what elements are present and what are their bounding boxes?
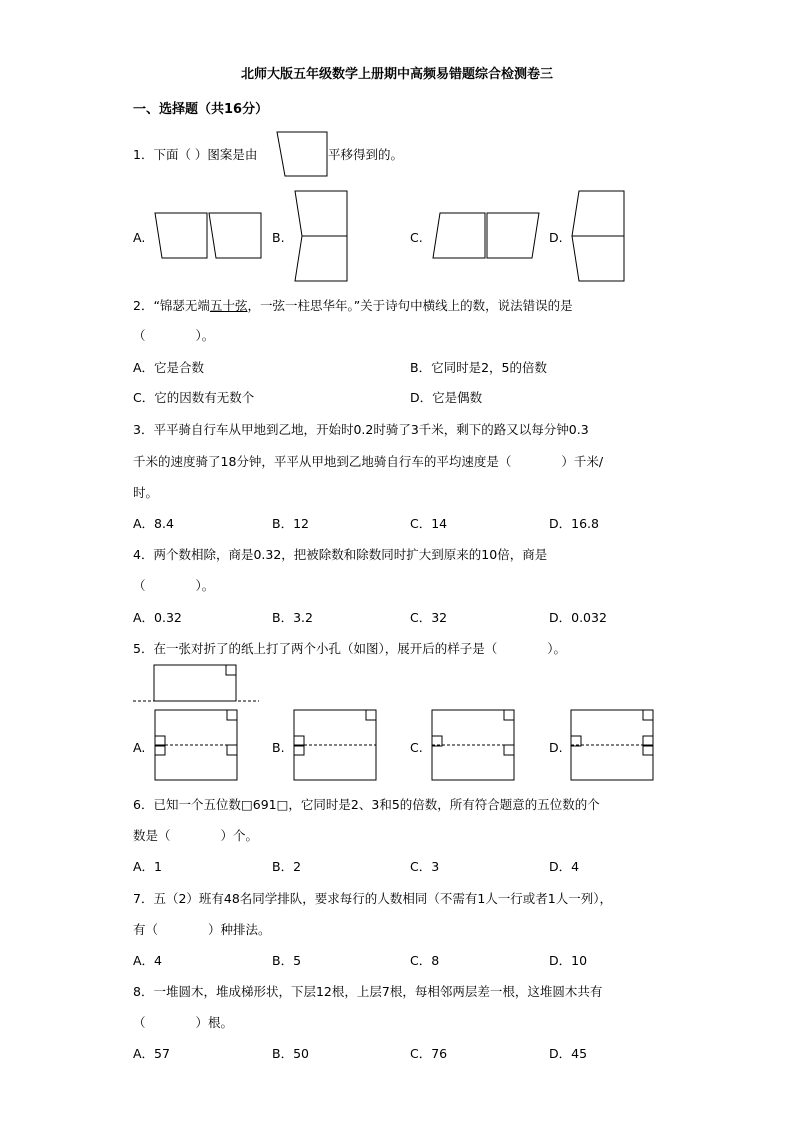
question-text: 在一张对折了的纸上打了两个小孔（如图），展开后的样子是（ ）。 (153, 641, 566, 656)
option-a-figure[interactable] (154, 212, 264, 260)
option-c[interactable]: C．它的因数有无数个 (133, 390, 255, 405)
question-number: 4． (133, 547, 154, 562)
option-c[interactable]: C．8 (410, 953, 440, 968)
option-d-figure[interactable] (571, 190, 627, 284)
question-text: 平移得到的。 (328, 147, 404, 162)
option-c[interactable]: C．32 (410, 610, 448, 625)
question-number: 2． (133, 298, 154, 313)
option-c-figure[interactable] (432, 212, 542, 260)
option-c[interactable]: C．76 (410, 1046, 448, 1061)
option-a-unfolded-figure[interactable] (154, 709, 240, 783)
option-d-unfolded-figure[interactable] (570, 709, 656, 783)
question-text: 已知一个五位数□691□，它同时是2、3和5的倍数，所有符合题意的五位数的个 (153, 797, 600, 812)
option-a[interactable]: A．它是合数 (133, 360, 205, 375)
answer-blank[interactable]: （ ）。 (133, 328, 215, 343)
option-d[interactable]: D．45 (549, 1046, 588, 1061)
question-number: 7． (133, 891, 154, 906)
option-d[interactable]: D．10 (549, 953, 588, 968)
option-b[interactable]: B．3.2 (272, 610, 313, 625)
option-b-label[interactable]: B. (272, 740, 285, 755)
option-c-label[interactable]: C. (410, 230, 423, 245)
question-text: 一堆圆木，堆成梯形状，下层12根，上层7根，每相邻两层差一根，这堆圆木共有 (153, 984, 603, 999)
option-b-figure[interactable] (294, 190, 350, 284)
underlined-number: 五十弦 (209, 298, 248, 313)
option-c-unfolded-figure[interactable] (431, 709, 517, 783)
option-d-label[interactable]: D. (549, 740, 563, 755)
question-number: 6． (133, 797, 154, 812)
option-b[interactable]: B．12 (272, 516, 309, 531)
option-b[interactable]: B．它同时是2，5的倍数 (410, 360, 547, 375)
question-2 (133, 298, 573, 314)
question-number: 3． (133, 422, 154, 437)
question-6 (133, 797, 600, 813)
question-text: “锦瑟无端 (153, 298, 210, 313)
answer-blank[interactable]: （ ）根。 (133, 1015, 234, 1030)
question-text: 时。 (133, 485, 159, 500)
question-number: 5． (133, 641, 154, 656)
option-b[interactable]: B．50 (272, 1046, 309, 1061)
folded-paper-figure (133, 664, 263, 704)
option-a-label[interactable]: A. (133, 230, 146, 245)
option-d[interactable]: D．它是偶数 (410, 390, 483, 405)
document-title: 北师大版五年级数学上册期中高频易错题综合检测卷三 (240, 67, 553, 82)
option-c-label[interactable]: C. (410, 740, 423, 755)
question-text: 两个数相除，商是0.32，把被除数和除数同时扩大到原来的10倍，商是 (153, 547, 548, 562)
question-7 (133, 891, 612, 907)
option-b-unfolded-figure[interactable] (293, 709, 379, 783)
option-b[interactable]: B．5 (272, 953, 302, 968)
option-b[interactable]: B．2 (272, 859, 302, 874)
section-heading: 一、选择题（共16分） (133, 102, 269, 117)
question-3 (133, 422, 589, 438)
question-1 (133, 147, 257, 163)
option-d[interactable]: D．16.8 (549, 516, 599, 531)
question-text: 下面（ ）图案是由 (153, 147, 258, 162)
option-a[interactable]: A．0.32 (133, 610, 182, 625)
option-c[interactable]: C．14 (410, 516, 448, 531)
option-b-label[interactable]: B. (272, 230, 285, 245)
question-text: 千米的速度骑了18分钟，平平从甲地到乙地骑自行车的平均速度是（ ）千米/ (133, 454, 604, 469)
question-text: 五（2）班有48名同学排队，要求每行的人数相同（不需有1人一行或者1人一列）， (153, 891, 612, 906)
option-a[interactable]: A．1 (133, 859, 163, 874)
reference-parallelogram-figure (275, 130, 335, 178)
option-d-label[interactable]: D. (549, 230, 563, 245)
question-number: 1． (133, 147, 154, 162)
question-8 (133, 984, 602, 1000)
option-d[interactable]: D．0.032 (549, 610, 607, 625)
option-a[interactable]: A．4 (133, 953, 163, 968)
question-text: ，一弦一柱思华年。”关于诗句中横线上的数，说法错误的是 (247, 298, 573, 313)
answer-blank[interactable]: （ ）。 (133, 578, 215, 593)
option-c[interactable]: C．3 (410, 859, 440, 874)
question-text: 平平骑自行车从甲地到乙地，开始时0.2时骑了3千米，剩下的路又以每分钟0.3 (153, 422, 589, 437)
option-a-label[interactable]: A. (133, 740, 146, 755)
question-5 (133, 641, 566, 657)
option-d[interactable]: D．4 (549, 859, 580, 874)
question-text: 数是（ ）个。 (133, 828, 259, 843)
question-text: 有（ ）种排法。 (133, 922, 271, 937)
question-4 (133, 547, 547, 563)
option-a[interactable]: A．8.4 (133, 516, 174, 531)
question-number: 8． (133, 984, 154, 999)
option-a[interactable]: A．57 (133, 1046, 170, 1061)
